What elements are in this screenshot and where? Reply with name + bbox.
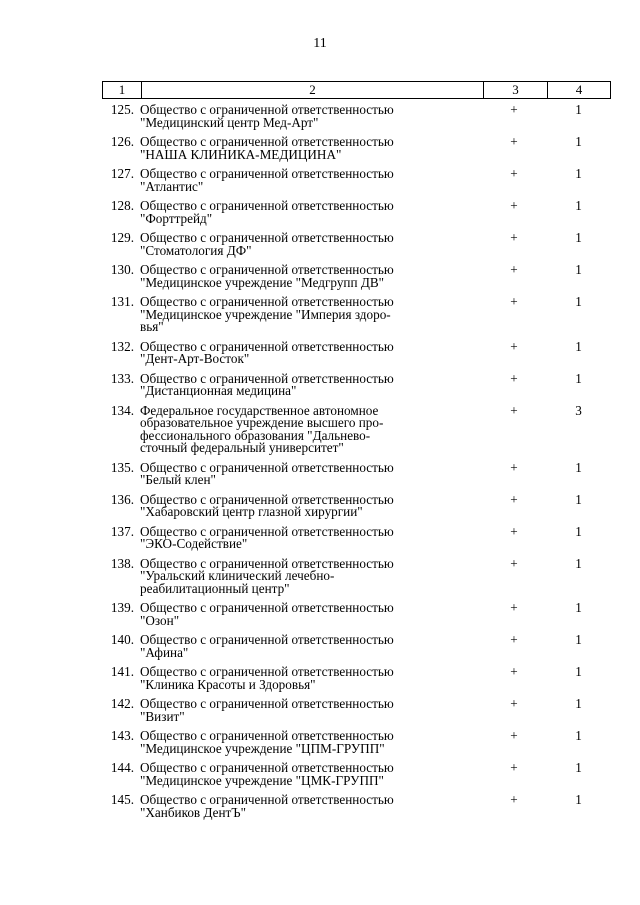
row-mark: +: [510, 102, 518, 117]
row-count: 1: [575, 792, 582, 807]
row-mark: +: [510, 230, 518, 245]
organization-name-line: "Ханбиков ДентЪ": [140, 804, 246, 820]
row-count: 1: [575, 632, 582, 647]
row-count: 1: [575, 338, 582, 354]
organization-name-line: "Медицинское учреждение "ЦМК-ГРУПП": [140, 772, 384, 788]
row-count: 3: [575, 402, 582, 418]
row-mark: +: [510, 664, 518, 679]
organization-name: [140, 602, 482, 627]
table-row: [102, 523, 611, 551]
organization-name-line: "Дистанционная медицина": [140, 383, 297, 398]
row-number: 142.: [110, 696, 134, 711]
organization-name-line: "Стоматология ДФ": [140, 242, 252, 258]
organization-name: [140, 402, 482, 455]
organization-name: [140, 232, 482, 257]
organization-name-line: реабилитационный центр": [140, 580, 290, 596]
row-number: 130.: [110, 262, 134, 277]
row-number: 132.: [110, 338, 134, 354]
row-number: 144.: [110, 760, 134, 775]
organization-name: [140, 730, 482, 755]
organization-name: [140, 698, 482, 723]
row-number: 145.: [110, 792, 134, 807]
row-mark: +: [510, 760, 518, 775]
table-row: [102, 794, 611, 819]
table-row: [102, 296, 611, 334]
organization-name-line: Общество с ограниченной ответственностью: [140, 166, 394, 181]
row-number: 127.: [110, 166, 134, 181]
row-count: 1: [575, 198, 582, 213]
header-col-2: 2: [141, 82, 483, 98]
organization-name-line: "Дент-Арт-Восток": [140, 351, 250, 366]
table-row: [102, 136, 611, 161]
row-count: 1: [575, 600, 582, 615]
row-number: 125.: [110, 102, 134, 117]
organization-name-line: Общество с ограниченной ответственностью: [140, 760, 394, 775]
row-mark: +: [510, 370, 518, 386]
header-col-4: 4: [547, 82, 610, 98]
organization-name: [140, 666, 482, 691]
organization-name-line: Общество с ограниченной ответственностью: [140, 792, 394, 807]
organization-name-line: "Форттрейд": [140, 210, 213, 226]
row-number: 128.: [110, 198, 134, 213]
row-number: 141.: [110, 664, 134, 679]
organization-name-line: "Визит": [140, 708, 185, 724]
organization-name-line: Федеральное государственное автономное: [140, 402, 379, 418]
row-mark: +: [510, 198, 518, 213]
organization-name: [140, 168, 482, 193]
organization-name-line: Общество с ограниченной ответственностью: [140, 134, 394, 149]
row-count: 1: [575, 102, 582, 117]
row-mark: +: [510, 555, 518, 571]
row-mark: +: [510, 523, 518, 539]
organization-name: [140, 338, 482, 366]
row-number: 138.: [110, 555, 134, 571]
organization-name-line: "Атлантис": [140, 178, 204, 194]
organization-name-line: "Хабаровский центр глазной хирургии": [140, 504, 363, 519]
header-col-3: 3: [483, 82, 547, 98]
row-count: 1: [575, 370, 582, 386]
organization-name-line: Общество с ограниченной ответственностью: [140, 632, 394, 647]
organization-name: [140, 200, 482, 225]
organization-name: [140, 762, 482, 787]
table-row: [102, 762, 611, 787]
organization-name-line: Общество с ограниченной ответственностью: [140, 198, 394, 213]
organization-name: [140, 104, 482, 129]
organization-name-line: "Медицинское учреждение "ЦПМ-ГРУПП": [140, 740, 385, 756]
row-mark: +: [510, 166, 518, 181]
organization-name-line: Общество с ограниченной ответственностью: [140, 294, 394, 309]
organization-name: [140, 491, 482, 519]
row-mark: +: [510, 402, 518, 418]
table-row: [102, 730, 611, 755]
organization-name-line: "НАША КЛИНИКА-МЕДИЦИНА": [140, 146, 342, 162]
row-count: 1: [575, 230, 582, 245]
organization-name-line: Общество с ограниченной ответственностью: [140, 696, 394, 711]
row-count: 1: [575, 134, 582, 149]
row-count: 1: [575, 555, 582, 571]
table-row: [102, 602, 611, 627]
table-row: [102, 666, 611, 691]
table-row: [102, 698, 611, 723]
organization-name-line: Общество с ограниченной ответственностью: [140, 728, 394, 743]
organization-name-line: "Белый клен": [140, 472, 216, 487]
organization-name-line: "ЭКО-Содействие": [140, 536, 248, 551]
table-header: [102, 81, 611, 99]
row-number: 136.: [110, 491, 134, 507]
row-mark: +: [510, 792, 518, 807]
organization-name-line: Общество с ограниченной ответственностью: [140, 491, 394, 507]
organization-name: [140, 264, 482, 289]
row-count: 1: [575, 728, 582, 743]
table-row: [102, 232, 611, 257]
row-number: 143.: [110, 728, 134, 743]
organization-name-line: Общество с ограниченной ответственностью: [140, 370, 394, 386]
table-row: [102, 168, 611, 193]
row-number: 135.: [110, 459, 134, 475]
organization-name-line: "Медицинский центр Мед-Арт": [140, 114, 319, 130]
organization-name-line: "Медицинское учреждение "Империя здоро-: [140, 306, 391, 322]
table-row: [102, 200, 611, 225]
row-count: 1: [575, 760, 582, 775]
row-mark: +: [510, 338, 518, 354]
row-count: 1: [575, 696, 582, 711]
row-mark: +: [510, 696, 518, 711]
organization-name: [140, 555, 482, 596]
row-mark: +: [510, 632, 518, 647]
row-count: 1: [575, 664, 582, 679]
organization-name: [140, 296, 482, 334]
row-mark: +: [510, 491, 518, 507]
row-count: 1: [575, 459, 582, 475]
row-number: 133.: [110, 370, 134, 386]
organization-name-line: "Клиника Красоты и Здоровья": [140, 676, 316, 692]
table-row: [102, 264, 611, 289]
row-count: 1: [575, 491, 582, 507]
row-number: 137.: [110, 523, 134, 539]
table-row: [102, 491, 611, 519]
row-number: 129.: [110, 230, 134, 245]
organization-name-line: Общество с ограниченной ответственностью: [140, 459, 394, 475]
row-mark: +: [510, 134, 518, 149]
row-mark: +: [510, 728, 518, 743]
organization-name: [140, 136, 482, 161]
row-number: 126.: [110, 134, 134, 149]
organization-name-line: Общество с ограниченной ответственностью: [140, 262, 394, 277]
organization-name-line: вья": [140, 319, 164, 334]
table-row: [102, 634, 611, 659]
row-mark: +: [510, 600, 518, 615]
organization-name: [140, 523, 482, 551]
row-number: 134.: [110, 402, 134, 418]
row-number: 140.: [110, 632, 134, 647]
table-row: [102, 402, 611, 455]
table-row: [102, 555, 611, 596]
table-row: [102, 370, 611, 398]
page-number: 11: [313, 36, 327, 51]
organization-name-line: Общество с ограниченной ответственностью: [140, 230, 394, 245]
row-number: 131.: [110, 294, 134, 309]
table-row: [102, 459, 611, 487]
table-row: [102, 104, 611, 129]
organization-name-line: "Медицинское учреждение "Медгрупп ДВ": [140, 274, 384, 290]
organization-name-line: Общество с ограниченной ответственностью: [140, 664, 394, 679]
row-count: 1: [575, 262, 582, 277]
row-mark: +: [510, 459, 518, 475]
row-number: 139.: [110, 600, 134, 615]
table-body: [102, 104, 611, 826]
organization-name-line: образовательное учреждение высшего про-: [140, 415, 384, 430]
organization-name-line: "Афина": [140, 644, 189, 660]
organization-name-line: фессионального образования "Дальнево-: [140, 427, 371, 443]
organization-name-line: Общество с ограниченной ответственностью: [140, 555, 394, 571]
organization-name-line: Общество с ограниченной ответственностью: [140, 338, 394, 354]
row-mark: +: [510, 262, 518, 277]
organization-name-line: Общество с ограниченной ответственностью: [140, 600, 394, 615]
organization-name-line: "Уральский клинический лечебно-: [140, 568, 335, 583]
row-count: 1: [575, 294, 582, 309]
row-count: 1: [575, 166, 582, 181]
organization-name-line: Общество с ограниченной ответственностью: [140, 102, 394, 117]
organization-name: [140, 634, 482, 659]
table-row: [102, 338, 611, 366]
organization-name: [140, 370, 482, 398]
row-count: 1: [575, 523, 582, 539]
organization-name-line: сточный федеральный университет": [140, 440, 344, 455]
organization-name-line: Общество с ограниченной ответственностью: [140, 523, 394, 539]
header-col-1: 1: [118, 82, 126, 97]
organization-name-line: "Озон": [140, 612, 180, 628]
organization-name: [140, 459, 482, 487]
organization-name: [140, 794, 482, 819]
row-mark: +: [510, 294, 518, 309]
